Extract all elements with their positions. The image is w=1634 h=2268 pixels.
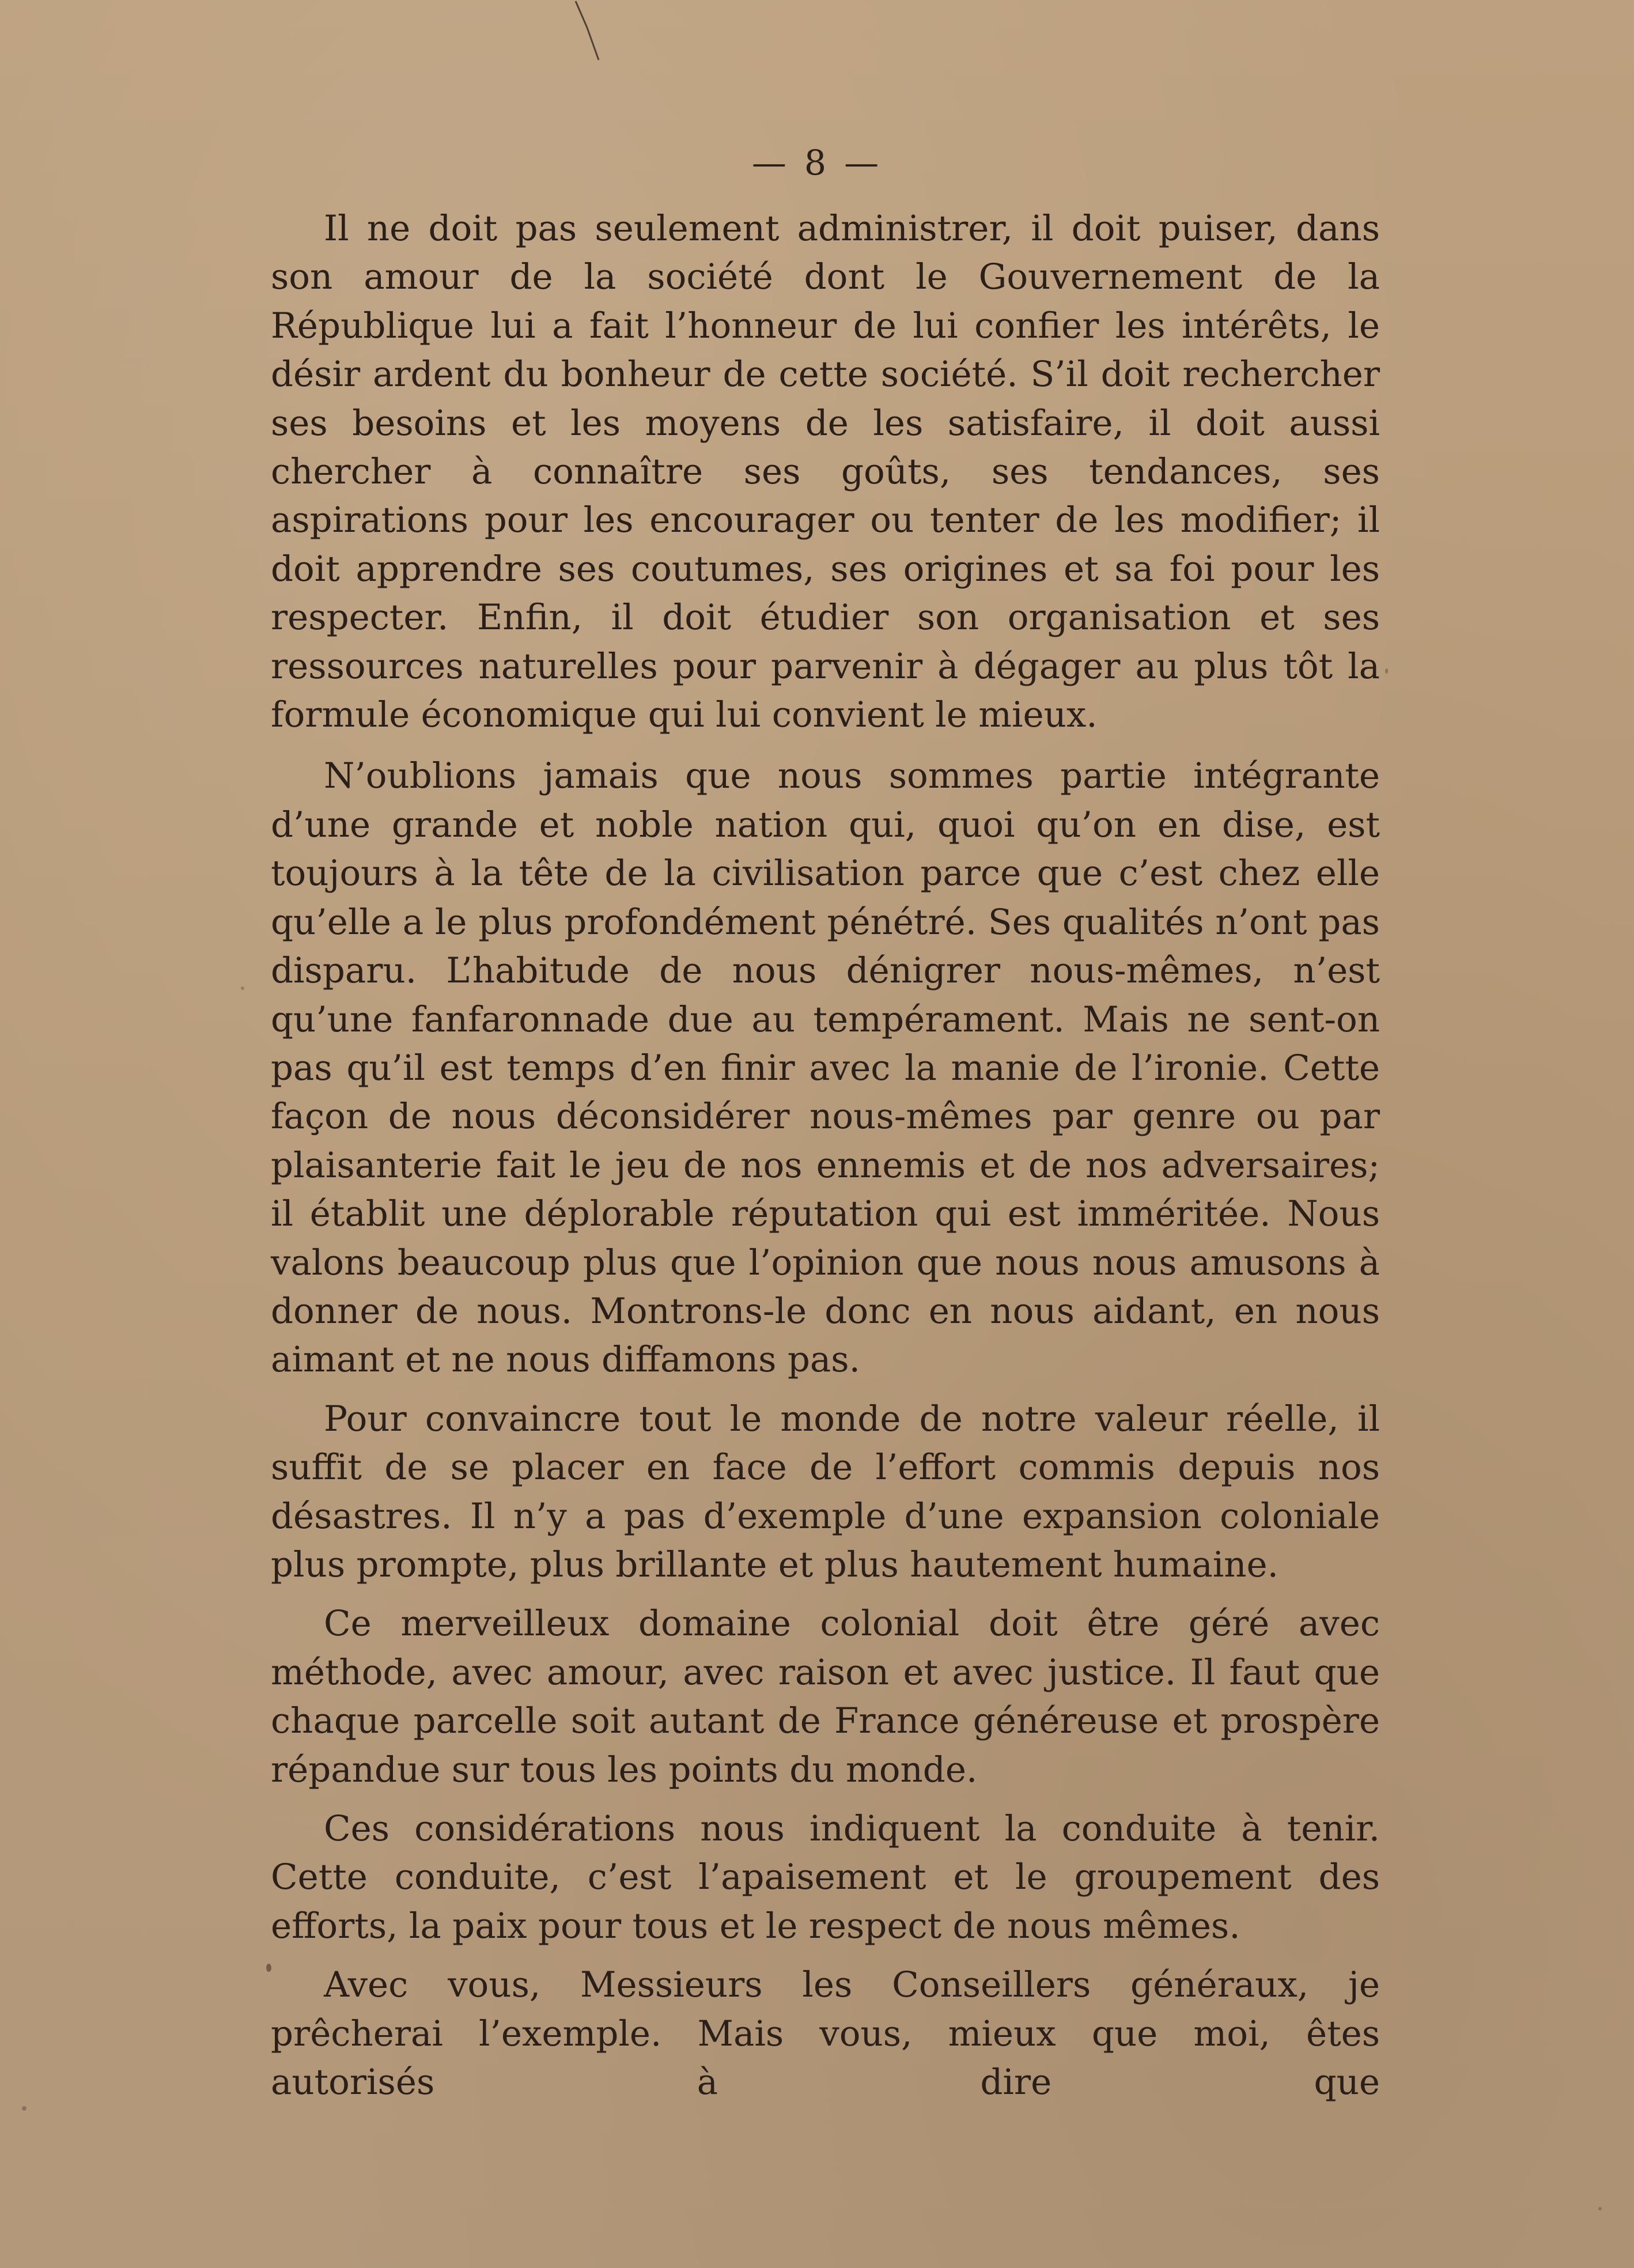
- paper-speck: [1598, 2207, 1602, 2210]
- paragraph-administration: Il ne doit pas seulement administrer, il doit puiser, dans son amour de la société dont le Gouvernement de la République lui a fait l’honneur de lui confier les intérêts, le désir ardent du bonheur de cette société. S’il doit rechercher ses besoins et les moyens de les satisfaire, il doit aussi chercher à connaître ses goûts, ses tendances, ses aspirations pour les encourager ou tenter de les modifier; il doit apprendre ses coutumes, ses origines et sa foi pour les respecter. Enfin, il doit étudier son organisation et ses ressources naturelles pour parvenir à dégager au plus tôt la formule économique qui lui convient le mieux.: [271, 208, 1380, 736]
- paragraph-colonial-domain: Ce merveilleux domaine colonial doit être géré avec méthode, avec amour, avec raison et avec justice. Il faut que chaque parcelle soit autant de France généreuse et prospère répandue sur tous les points du monde.: [271, 1603, 1380, 1790]
- paragraph-nation: N’oublions jamais que nous sommes partie intégrante d’une grande et noble nation qui, quoi qu’on en dise, est toujours à la tête de la civilisation parce que c’est chez elle qu’elle a le plus profondément pénétré. Ses qualités n’ont pas disparu. L’habitude de nous dénigrer nous-mêmes, n’est qu’une fanfaronnade due au tempérament. Mais ne sent-on pas qu’il est temps d’en finir avec la manie de l’ironie. Cette façon de nous déconsidérer nous-mêmes par genre ou par plaisanterie fait le jeu de nos ennemis et de nos adversaires; il établit une déplorable réputation qui est imméritée. Nous valons beaucoup plus que l’opinion que nous nous amusons à donner de nous. Montrons-le donc en nous aidant, en nous aimant et ne nous diffamons pas.: [271, 755, 1380, 1381]
- paragraph-conduct: Ces considérations nous indiquent la conduite à tenir. Cette conduite, c’est l’apaisement et le groupement des efforts, la paix pour tous et le respect de nous mêmes.: [271, 1808, 1380, 1946]
- paragraph-colonial-expansion: Pour convaincre tout le monde de notre valeur réelle, il suffit de se placer en face de l’effort commis depuis nos désastres. Il n’y a pas d’exemple d’une expansion coloniale plus prompte, plus brillante et plus hautement humaine.: [271, 1398, 1380, 1585]
- paper-speck: [22, 2106, 27, 2111]
- paper-speck: [241, 986, 244, 990]
- page-number: — 8 —: [751, 143, 883, 183]
- scan-pen-mark: [573, 0, 614, 63]
- paragraph-general-councillors: Avec vous, Messieurs les Conseillers généraux, je prêcherai l’exemple. Mais vous, mieux que moi, êtes autorisés à dire que: [271, 1964, 1380, 2103]
- paper-speck: [1385, 668, 1388, 674]
- document-body: [271, 205, 1380, 2107]
- paper-speck: [266, 1964, 271, 1972]
